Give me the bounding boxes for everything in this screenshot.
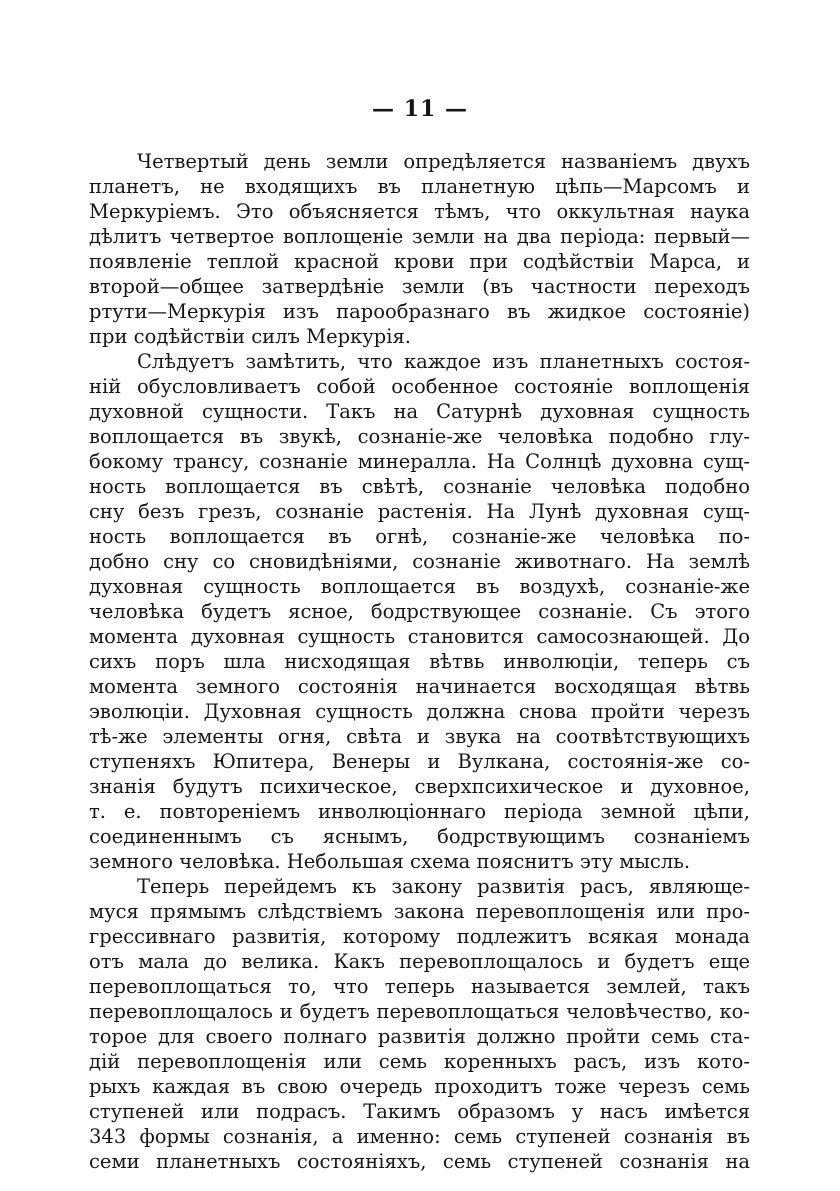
text-line: семи планетныхъ состояніяхъ, семь ступеней сознанія на <box>89 1150 750 1173</box>
text-line: ній обусловливаетъ собой особенное состояніе воплощенія <box>89 375 750 398</box>
text-line: сну безъ грезъ, сознаніе растенія. На Лунѣ духовная сущ- <box>89 500 750 523</box>
text-line: ность воплощается въ огнѣ, сознаніе-же человѣка по- <box>89 525 750 548</box>
text-line: сихъ поръ шла нисходящая вѣтвь инволюціи, теперь съ <box>89 650 750 673</box>
text-line: отъ мала до велика. Какъ перевоплощалось и будетъ еще <box>89 950 750 973</box>
text-line: 343 формы сознанія, а именно: семь ступеней сознанія въ <box>89 1125 750 1148</box>
text-line: дій перевоплощенія или семь коренныхъ расъ, изъ кото- <box>89 1050 750 1073</box>
text-line: грессивнаго развитія, которому подлежитъ всякая монада <box>89 925 750 948</box>
text-line: духовная сущность воплощается въ воздухѣ, сознаніе-же <box>89 575 750 598</box>
text-line: ртути—Меркурія изъ парообразнаго въ жидкое состояніе) <box>89 300 750 323</box>
page-number: — 11 — <box>372 96 468 122</box>
text-line: воплощается въ звукѣ, сознаніе-же человѣка подобно глу- <box>89 425 750 448</box>
text-line: земного человѣка. Небольшая схема пояснитъ эту мысль. <box>89 850 691 873</box>
text-line: т. е. повтореніемъ инволюціоннаго періода земной цѣпи, <box>89 800 750 823</box>
text-line: перевоплощалось и будетъ перевоплощаться человѣчество, ко- <box>89 1000 750 1023</box>
text-line: ступеней или подрасъ. Такимъ образомъ у насъ имѣется <box>89 1100 750 1123</box>
text-line: дѣлитъ четвертое воплощеніе земли на два періода: первый— <box>89 225 750 248</box>
text-line: духовной сущности. Такъ на Сатурнѣ духовная сущность <box>89 400 750 423</box>
text-line: второй—общее затвердѣніе земли (въ частности переходъ <box>89 275 750 298</box>
text-line: ступеняхъ Юпитера, Венеры и Вулкана, состоянія-же со- <box>89 750 750 773</box>
text-line: Меркуріемъ. Это объясняется тѣмъ, что оккультная наука <box>89 200 750 223</box>
text-line: муся прямымъ слѣдствіемъ закона перевоплощенія или про- <box>89 900 750 923</box>
text-line: Слѣдуетъ замѣтить, что каждое изъ планетныхъ состоя- <box>137 350 750 373</box>
text-line: соединеннымъ съ яснымъ, бодрствующимъ сознаніемъ <box>89 825 750 848</box>
text-line: человѣка будетъ ясное, бодрствующее сознаніе. Съ этого <box>89 600 750 623</box>
text-line: Теперь перейдемъ къ закону развитія расъ, являюще- <box>137 875 750 898</box>
text-line: момента земного состоянія начинается восходящая вѣтвь <box>89 675 750 698</box>
text-line: рыхъ каждая въ свою очередь проходитъ тоже черезъ семь <box>89 1075 750 1098</box>
text-line: эволюціи. Духовная сущность должна снова пройти черезъ <box>89 700 750 723</box>
text-line: перевоплощаться то, что теперь называется землей, такъ <box>89 975 750 998</box>
text-line: бокому трансу, сознаніе минералла. На Солнцѣ духовна сущ- <box>89 450 750 473</box>
text-line: добно сну со сновидѣніями, сознаніе животнаго. На землѣ <box>89 550 750 573</box>
text-line: планетъ, не входящихъ въ планетную цѣпь—Марсомъ и <box>89 175 750 198</box>
text-line: тѣ-же элементы огня, свѣта и звука на соотвѣтствующихъ <box>89 725 750 748</box>
text-line: появленіе теплой красной крови при содѣйствіи Марса, и <box>89 250 750 273</box>
text-line: при содѣйствіи силъ Меркурія. <box>89 325 411 348</box>
text-line: Четвертый день земли опредѣляется названіемъ двухъ <box>137 150 750 173</box>
text-line: знанія будутъ психическое, сверхпсихическое и духовное, <box>89 775 750 798</box>
text-line: ность воплощается въ свѣтѣ, сознаніе человѣка подобно <box>89 475 750 498</box>
text-line: момента духовная сущность становится самосознающей. До <box>89 625 750 648</box>
text-line: торое для своего полнаго развитія должно пройти семь ста- <box>89 1025 750 1048</box>
